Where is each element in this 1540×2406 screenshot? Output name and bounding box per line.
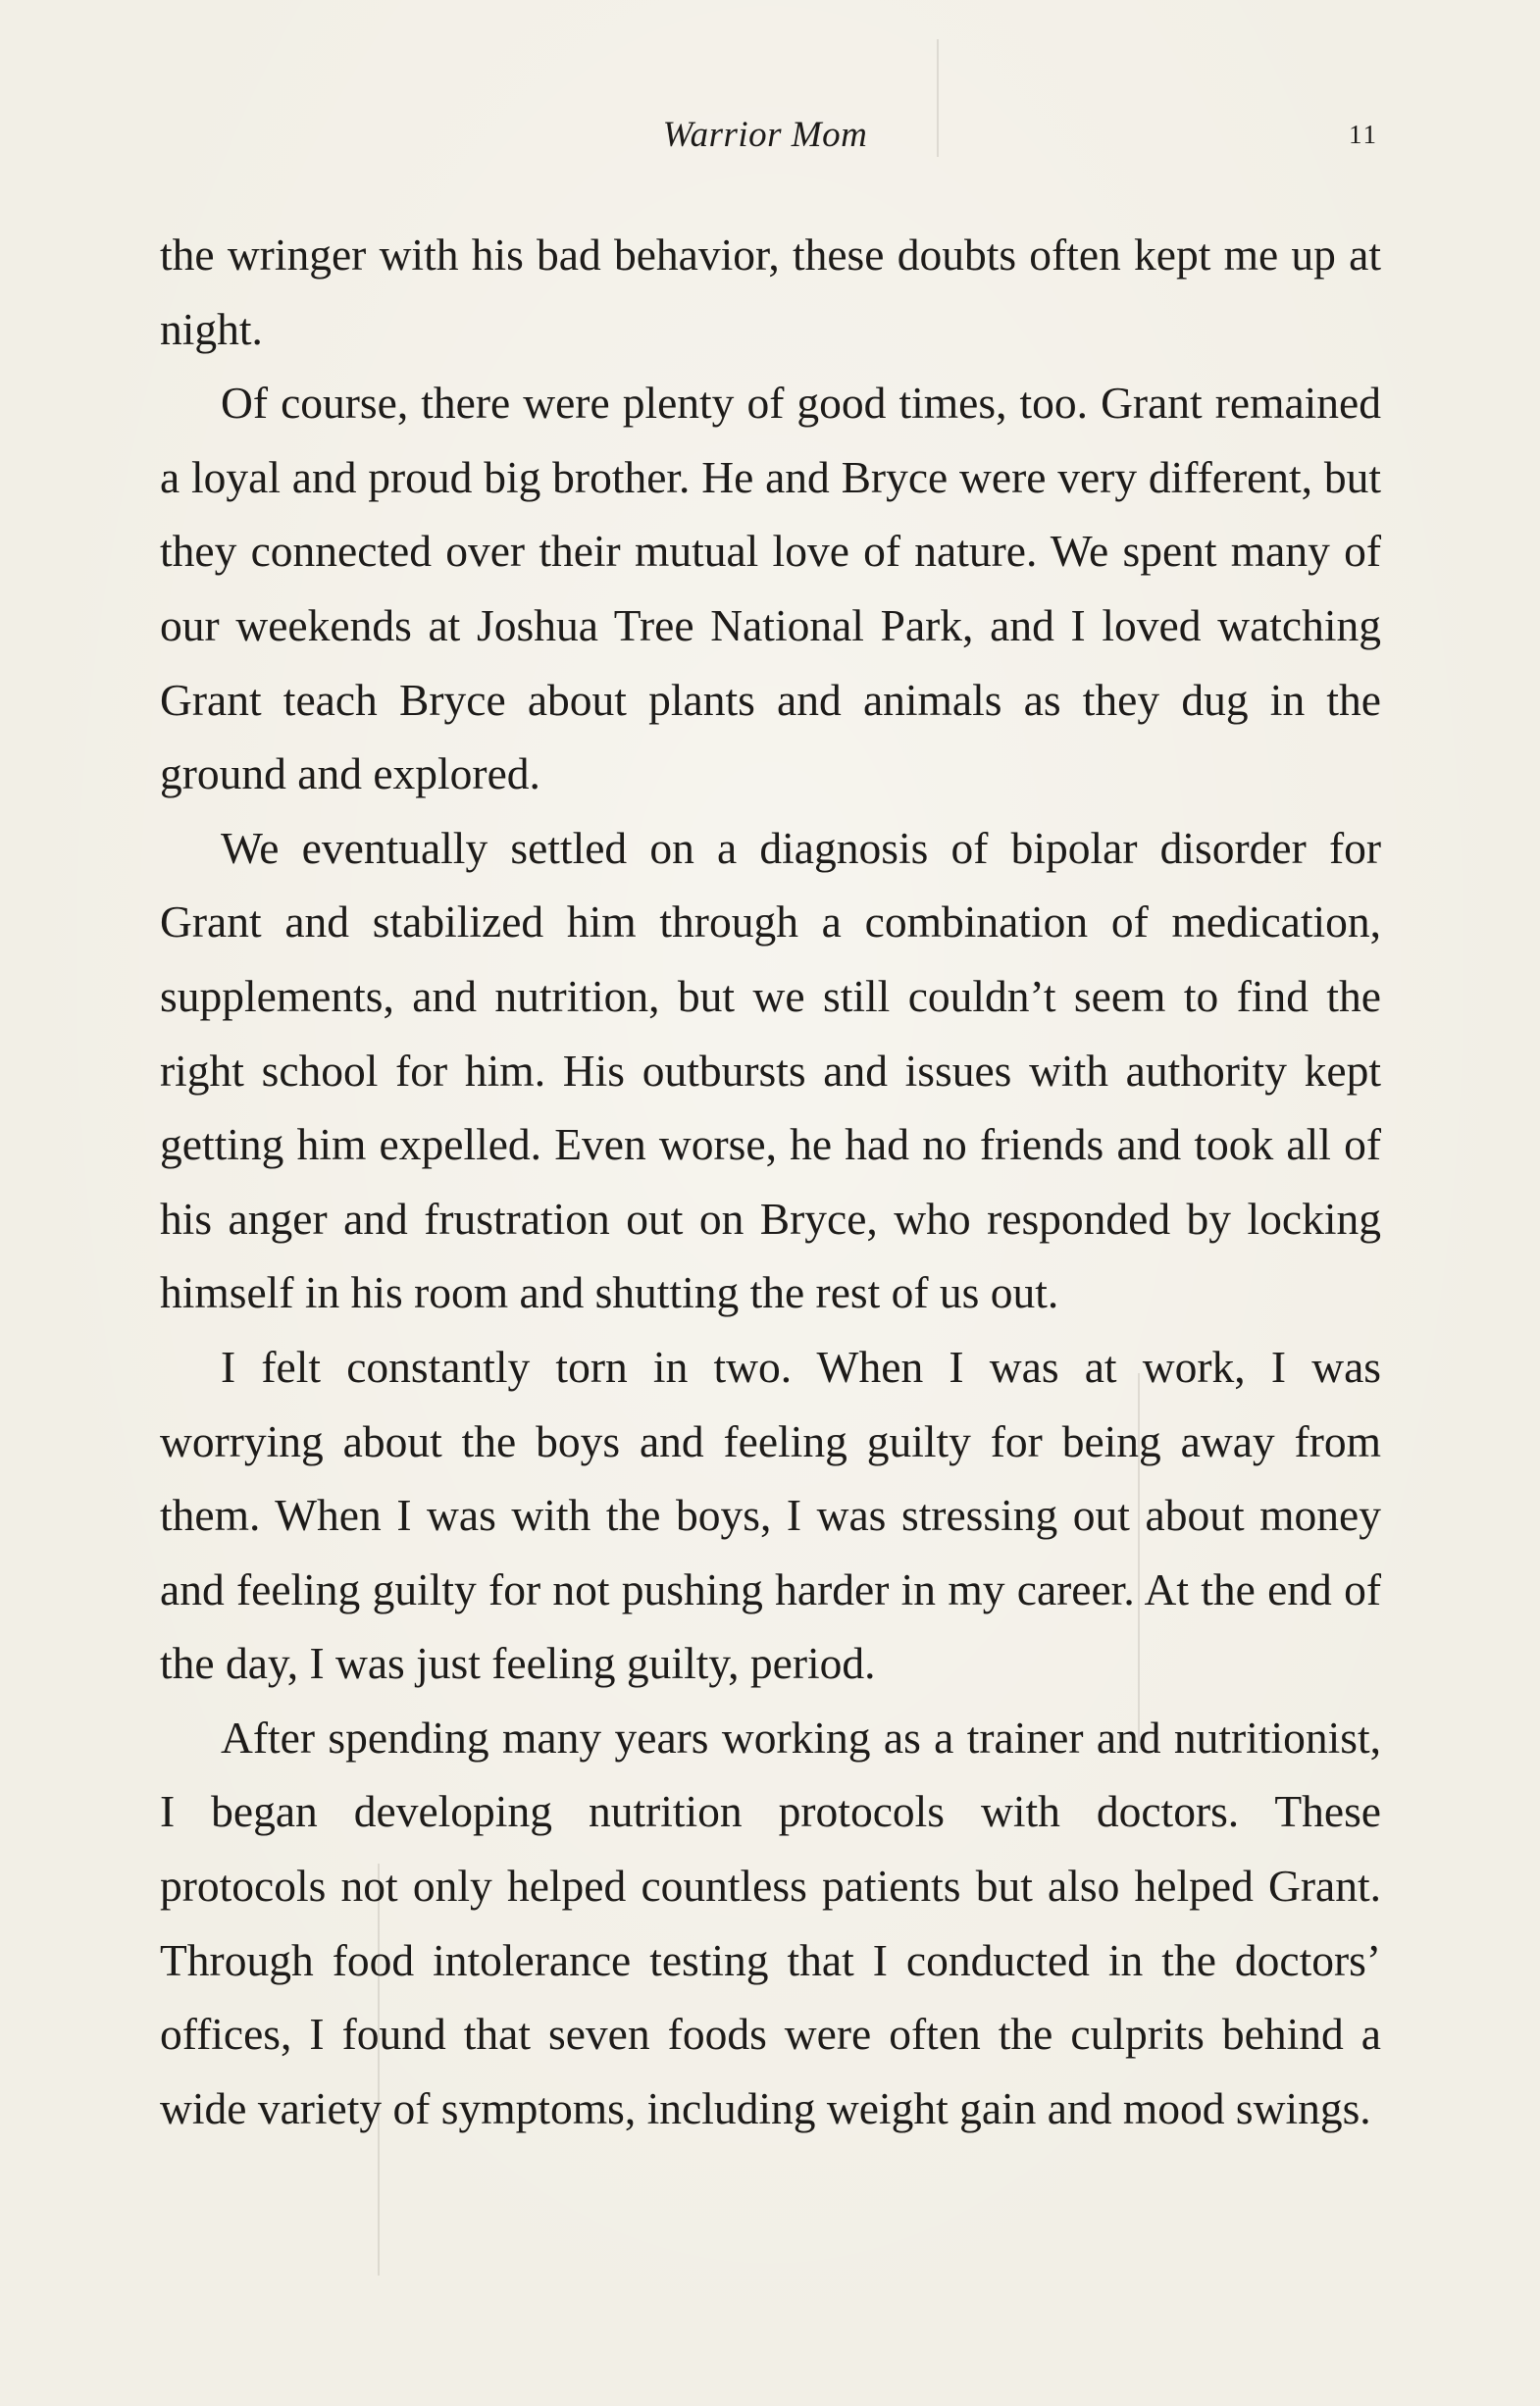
running-header (0, 110, 1540, 169)
running-title: Warrior Mom (662, 115, 868, 155)
body-text (160, 218, 1381, 2145)
paragraph: After spending many years working as a trainer and nutritionist, I began developing nutrition protocols with doctors. These protocols not only helped countless patients but also helped Grant. Through food intolerance testing that I conducted in the doctors’ offices, I found that seven foods were often the culprits behind a wide variety of symptoms, including weight gain and mood swings. (160, 1712, 1381, 2133)
paragraph: We eventually settled on a diagnosis of bipolar disorder for Grant and stabilized him through a combination of medication, supplements, and nutrition, but we still couldn’t seem to find the right school for him. His outbursts and issues with authority kept getting him expelled. Even worse, he had no friends and took all of his anger and frustration out on Bryce, who responded by locking himself in his room and shutting the rest of us out. (160, 822, 1381, 1318)
paragraph: I felt constantly torn in two. When I was at work, I was worrying about the boys and feeling guilty for being away from them. When I was with the boys, I was stressing out about money and feeling guilty for not pushing harder in my career. At the end of the day, I was just feeling guilty, period. (160, 1341, 1381, 1689)
page-number: 11 (1349, 120, 1378, 149)
paragraph: the wringer with his bad behavior, these doubts often kept me up at night. (160, 230, 1381, 354)
paragraph: Of course, there were plenty of good times, too. Grant remained a loyal and proud big brother. He and Bryce were very different, but they connected over their mutual love of nature. We spent many of our weekends at Joshua Tree National Park, and I loved watching Grant teach Bryce about plants and animals as they dug in the ground and explored. (160, 378, 1381, 799)
